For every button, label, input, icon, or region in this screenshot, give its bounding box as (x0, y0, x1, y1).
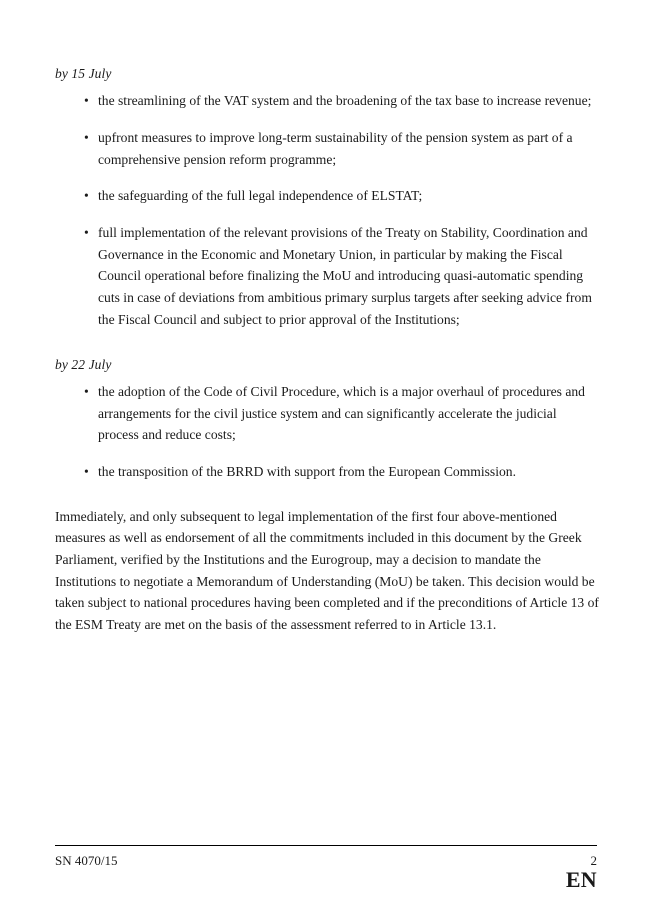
bullet-dot-icon: • (84, 225, 89, 241)
bullet-dot-icon: • (84, 383, 89, 399)
bullet-dot-icon: • (84, 188, 89, 204)
bullet-dot-icon: • (84, 463, 89, 479)
section-by-15-july (55, 64, 600, 331)
list-item (55, 222, 600, 331)
closing-paragraph: Immediately, and only subsequent to legal implementation of the first four above-mentioned measures as well as endorsement of all the commitments included in this document by the Greek Parliament, verified by the Institutions and the Eurogroup, may a decision to mandate the Institutions to negotiate a Memorandum of Understanding (MoU) be taken. This decision would be taken subject to national procedures having been completed and if the preconditions of Article 13 of the ESM Treaty are met on the basis of the assessment referred to in Article 13.1. (55, 508, 599, 633)
date-heading-22-july: by 22 July (55, 356, 112, 372)
language-code: EN (565, 867, 597, 892)
page-footer (55, 852, 597, 910)
bullet-list-15-july (55, 90, 600, 330)
list-item (55, 381, 600, 446)
list-item-text: full implementation of the relevant provisions of the Treaty on Stability, Coordination and Governance in the Economic and Monetary Union, in particular by making the Fiscal Council operational before finalizing the MoU and introducing quasi-automatic spending cuts in case of deviations from ambitious primary surplus targets after seeking advice from the Fiscal Council and subject to prior approval of the Institutions; (98, 225, 592, 327)
bullet-list-22-july (55, 381, 600, 483)
list-item (55, 127, 600, 170)
footer-divider (55, 845, 597, 846)
section-by-22-july (55, 355, 600, 483)
list-item-text: the streamlining of the VAT system and the broadening of the tax base to increase revenue; (98, 93, 592, 109)
document-reference: SN 4070/15 (55, 853, 118, 868)
page-content (55, 64, 600, 649)
page-number: 2 (590, 853, 597, 868)
list-item (55, 90, 600, 112)
list-item (55, 185, 600, 207)
bullet-dot-icon: • (84, 129, 89, 145)
bullet-dot-icon: • (84, 93, 89, 109)
list-item-text: upfront measures to improve long-term sustainability of the pension system as part of a comprehensive pension reform programme; (98, 129, 573, 167)
list-item (55, 461, 600, 483)
date-heading-15-july: by 15 July (55, 66, 112, 81)
list-item-text: the adoption of the Code of Civil Procedure, which is a major overhaul of procedures and arrangements for the civil justice system and can significantly accelerate the judicial process and reduce costs; (98, 383, 585, 443)
list-item-text: the safeguarding of the full legal independence of ELSTAT; (98, 188, 423, 204)
list-item-text: the transposition of the BRRD with support from the European Commission. (98, 463, 516, 479)
